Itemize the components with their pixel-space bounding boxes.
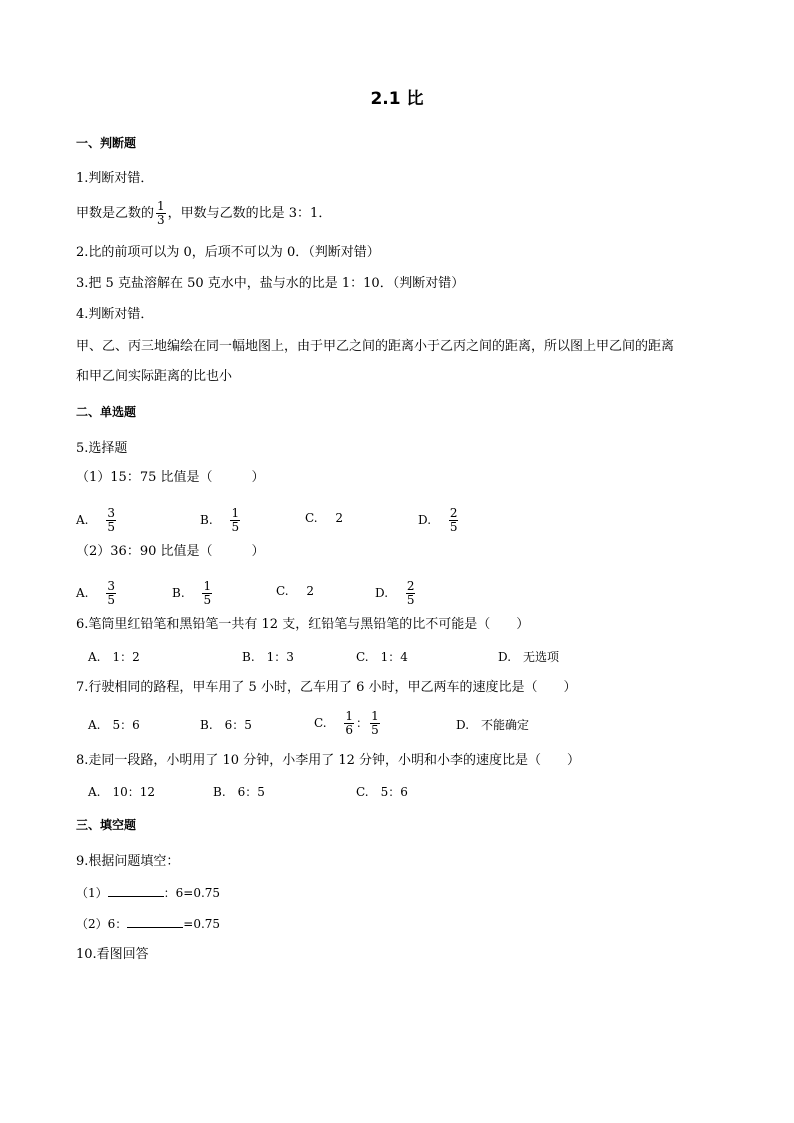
option-value: 2 <box>335 511 344 525</box>
q9-sub2-prefix: （2）6： <box>76 917 128 931</box>
option-label: C. <box>305 511 318 525</box>
q5-stem: 5.选择题 <box>76 441 128 456</box>
q7-option-b[interactable]: B. 6：5 <box>200 718 252 732</box>
option-label: C. <box>276 584 289 598</box>
q8-option-b[interactable]: B. 6：5 <box>213 785 265 799</box>
q8-option-a[interactable]: A. 10：12 <box>88 785 156 799</box>
fraction-numerator: 1 <box>203 579 212 593</box>
q5-sub2-option-d[interactable] <box>375 580 417 607</box>
ratio-separator: ： <box>356 716 369 730</box>
fraction-denominator: 6 <box>345 723 354 737</box>
fraction-numerator: 2 <box>406 579 415 593</box>
fraction-numerator: 3 <box>107 579 115 593</box>
q10-text: 10.看图回答 <box>76 947 149 962</box>
q4-line1: 甲、乙、丙三地编绘在同一幅地图上，由于甲乙之间的距离小于乙丙之间的距离，所以图上甲乙间的距离 <box>76 339 675 354</box>
q9-sub2-suffix: =0.75 <box>183 917 221 931</box>
fraction-denominator: 5 <box>371 723 379 737</box>
fraction-numerator: 1 <box>345 709 354 723</box>
section-heading-fill-blank: 三、填空题 <box>76 818 137 832</box>
q8-option-c[interactable]: C. 5：6 <box>356 785 408 799</box>
fraction-numerator: 3 <box>107 506 115 520</box>
fraction-denominator: 5 <box>449 520 458 534</box>
option-label: D. <box>418 513 432 527</box>
fraction-denominator: 5 <box>203 593 212 607</box>
q5-sub2-option-c[interactable] <box>276 582 314 600</box>
q4-line2: 和甲乙间实际距离的比也小 <box>76 369 233 384</box>
fraction-denominator: 5 <box>107 520 115 534</box>
q3-text: 3.把 5 克盐溶解在 50 克水中，盐与水的比是 1：10．（判断对错） <box>76 276 465 291</box>
q7-option-a[interactable]: A. 5：6 <box>88 718 140 732</box>
q9-sub1-suffix: ：6=0.75 <box>163 886 221 900</box>
fraction-numerator: 1 <box>371 709 379 723</box>
option-label: C. <box>314 716 327 730</box>
option-label: A. <box>76 513 89 527</box>
q7-stem: 7.行驶相同的路程，甲车用了 5 小时，乙车用了 6 小时，甲乙两车的速度比是（ ） <box>76 680 577 695</box>
option-fraction <box>106 580 116 607</box>
option-fraction <box>202 580 212 607</box>
q1-fraction <box>156 200 166 227</box>
q1-statement <box>76 200 331 227</box>
option-label: A. <box>76 586 89 600</box>
q4-stem: 4.判断对错． <box>76 307 154 322</box>
q5-sub2-option-b[interactable] <box>172 580 214 607</box>
fraction-denominator: 5 <box>107 593 115 607</box>
option-value: 2 <box>306 584 315 598</box>
q1-stem: 1.判断对错． <box>76 171 154 186</box>
fraction-denominator: 5 <box>406 593 415 607</box>
q5-sub2-option-a[interactable] <box>76 580 118 607</box>
section-heading-judgement: 一、判断题 <box>76 136 137 150</box>
q6-option-d[interactable]: D. 无选项 <box>498 650 560 664</box>
q9-sub2 <box>76 915 220 933</box>
q9-sub1-prefix: （1） <box>76 886 108 900</box>
q9-sub2-blank[interactable] <box>127 915 183 928</box>
option-label: B. <box>172 586 185 600</box>
q1-text-a: 甲数是乙数的 <box>76 206 155 221</box>
q9-stem: 9.根据问题填空： <box>76 854 180 869</box>
q6-stem: 6.笔筒里红铅笔和黑铅笔一共有 12 支，红铅笔与黑铅笔的比不可能是（ ） <box>76 617 530 632</box>
q6-option-a[interactable]: A. 1：2 <box>88 650 140 664</box>
option-label: D. <box>375 586 389 600</box>
fraction-numerator: 2 <box>449 506 458 520</box>
option-fraction <box>449 507 459 534</box>
q5-sub2: （2）36：90 比值是（ ） <box>76 544 265 559</box>
q7-option-d[interactable]: D. 不能确定 <box>456 718 530 732</box>
q5-sub1: （1）15：75 比值是（ ） <box>76 470 265 485</box>
fraction-denominator: 5 <box>231 520 240 534</box>
option-label: B. <box>200 513 213 527</box>
option-fraction-1 <box>344 710 354 737</box>
option-fraction <box>230 507 240 534</box>
fraction-numerator: 1 <box>231 506 240 520</box>
q5-sub1-option-b[interactable] <box>200 507 242 534</box>
q7-option-c[interactable] <box>314 710 382 737</box>
fraction-numerator: 1 <box>157 199 165 213</box>
q6-option-c[interactable]: C. 1：4 <box>356 650 408 664</box>
q9-sub1-blank[interactable] <box>108 884 164 897</box>
q2-text: 2.比的前项可以为 0，后项不可以为 0．（判断对错） <box>76 245 380 260</box>
section-heading-single-choice: 二、单选题 <box>76 405 137 419</box>
page-title: 2.1 比 <box>370 89 424 109</box>
option-fraction <box>406 580 416 607</box>
q5-sub1-option-d[interactable] <box>418 507 460 534</box>
q5-sub1-option-a[interactable] <box>76 507 118 534</box>
option-fraction-2 <box>370 710 380 737</box>
fraction-denominator: 3 <box>157 213 165 227</box>
q8-stem: 8.走同一段路，小明用了 10 分钟，小李用了 12 分钟，小明和小李的速度比是（ ） <box>76 753 581 768</box>
q5-sub1-option-c[interactable] <box>305 509 343 527</box>
q6-option-b[interactable]: B. 1：3 <box>242 650 294 664</box>
option-fraction <box>106 507 116 534</box>
q9-sub1 <box>76 884 220 902</box>
q1-text-b: ，甲数与乙数的比是 3：1． <box>167 206 332 221</box>
